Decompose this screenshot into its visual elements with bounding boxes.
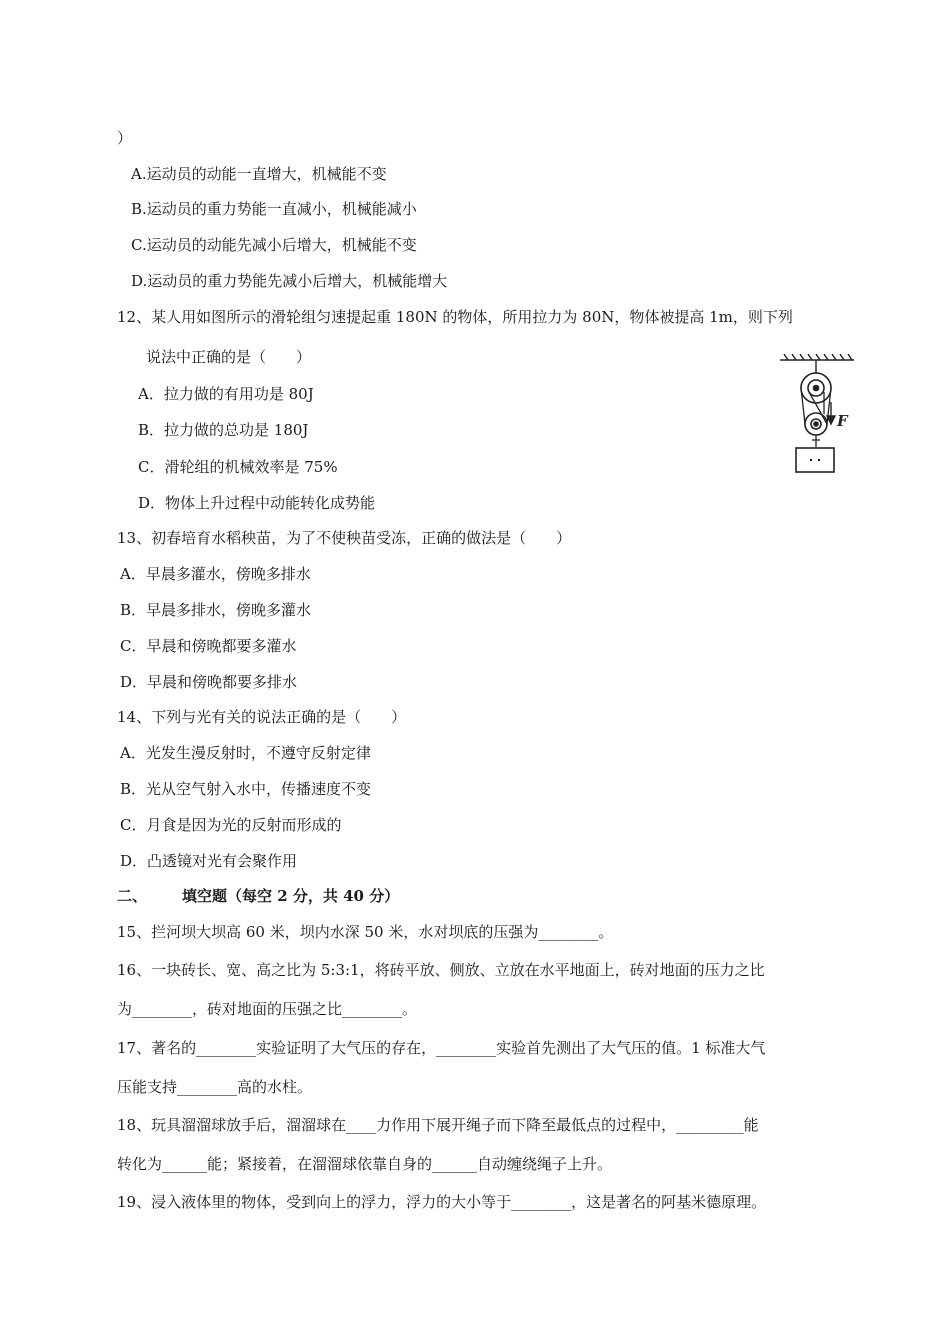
q18-line2: 转化为______能；紧接着，在溜溜球依靠自身的______自动缠绕绳子上升。 (117, 1155, 613, 1173)
q14-option-c: C．月食是因为光的反射而形成的 (120, 816, 342, 834)
section-number: 二、 (117, 887, 148, 905)
ceiling-mount (780, 354, 854, 374)
q12-stem-line2: 说法中正确的是（ ） (146, 348, 312, 366)
q13-option-a: A．早晨多灌水，傍晚多排水 (120, 565, 311, 583)
q14-option-b: B．光从空气射入水中，传播速度不变 (120, 780, 372, 798)
q16-line2: 为________，砖对地面的压强之比________。 (117, 1000, 418, 1018)
q13-stem: 13、初春培育水稻秧苗，为了不使秧苗受冻，正确的做法是（ ） (117, 529, 572, 547)
q11-option-d: D.运动员的重力势能先减小后增大，机械能增大 (131, 272, 448, 290)
q15-text: 15、拦河坝大坝高 60 米，坝内水深 50 米，水对坝底的压强为________。 (117, 923, 614, 941)
q16-line1: 16、一块砖长、宽、高之比为 5:3:1，将砖平放、侧放、立放在水平地面上，砖对地面的压力之比 (117, 961, 765, 979)
q13-option-b: B．早晨多排水，傍晚多灌水 (120, 601, 312, 619)
pulley-system-figure (778, 352, 856, 494)
q12-option-c: C．滑轮组的机械效率是 75% (138, 458, 338, 476)
q11-option-c: C.运动员的动能先减小后增大，机械能不变 (131, 236, 417, 254)
q11-tail: ） (117, 129, 133, 147)
q14-option-a: A．光发生漫反射时，不遵守反射定律 (120, 744, 371, 762)
q14-option-d: D．凸透镜对光有会聚作用 (120, 852, 298, 870)
fixed-pulley (801, 373, 831, 403)
q11-option-b: B.运动员的重力势能一直减小，机械能减小 (131, 200, 417, 218)
section-title: 填空题（每空 2 分，共 40 分） (182, 887, 400, 905)
q11-option-a: A.运动员的动能一直增大，机械能不变 (131, 165, 387, 183)
movable-pulley (805, 413, 827, 435)
q14-stem: 14、下列与光有关的说法正确的是（ ） (117, 708, 407, 726)
q17-line1: 17、著名的________实验证明了大气压的存在，________实验首先测出了大气压的值。1 标准大气 (117, 1039, 766, 1057)
q13-option-c: C．早晨和傍晚都要多灌水 (120, 637, 297, 655)
q17-line2: 压能支持________高的水柱。 (117, 1078, 313, 1096)
q12-option-b: B．拉力做的总功是 180J (138, 421, 309, 439)
q12-option-d: D．物体上升过程中动能转化成势能 (138, 494, 376, 512)
load-block (796, 448, 834, 472)
q12-stem-line1: 12、某人用如图所示的滑轮组匀速提起重 180N 的物体，所用拉力为 80N，物体被提高 1m，则下列 (117, 308, 793, 326)
q12-option-a: A．拉力做的有用功是 80J (138, 385, 314, 403)
q18-line1: 18、玩具溜溜球放手后，溜溜球在____力作用下展开绳子而下降至最低点的过程中，_________能 (117, 1116, 759, 1134)
rope (801, 388, 831, 447)
q19-text: 19、浸入液体里的物体，受到向上的浮力，浮力的大小等于________，这是著名的阿基米德原理。 (117, 1193, 767, 1211)
q13-option-d: D．早晨和傍晚都要多排水 (120, 673, 298, 691)
force-label: F (837, 412, 848, 430)
